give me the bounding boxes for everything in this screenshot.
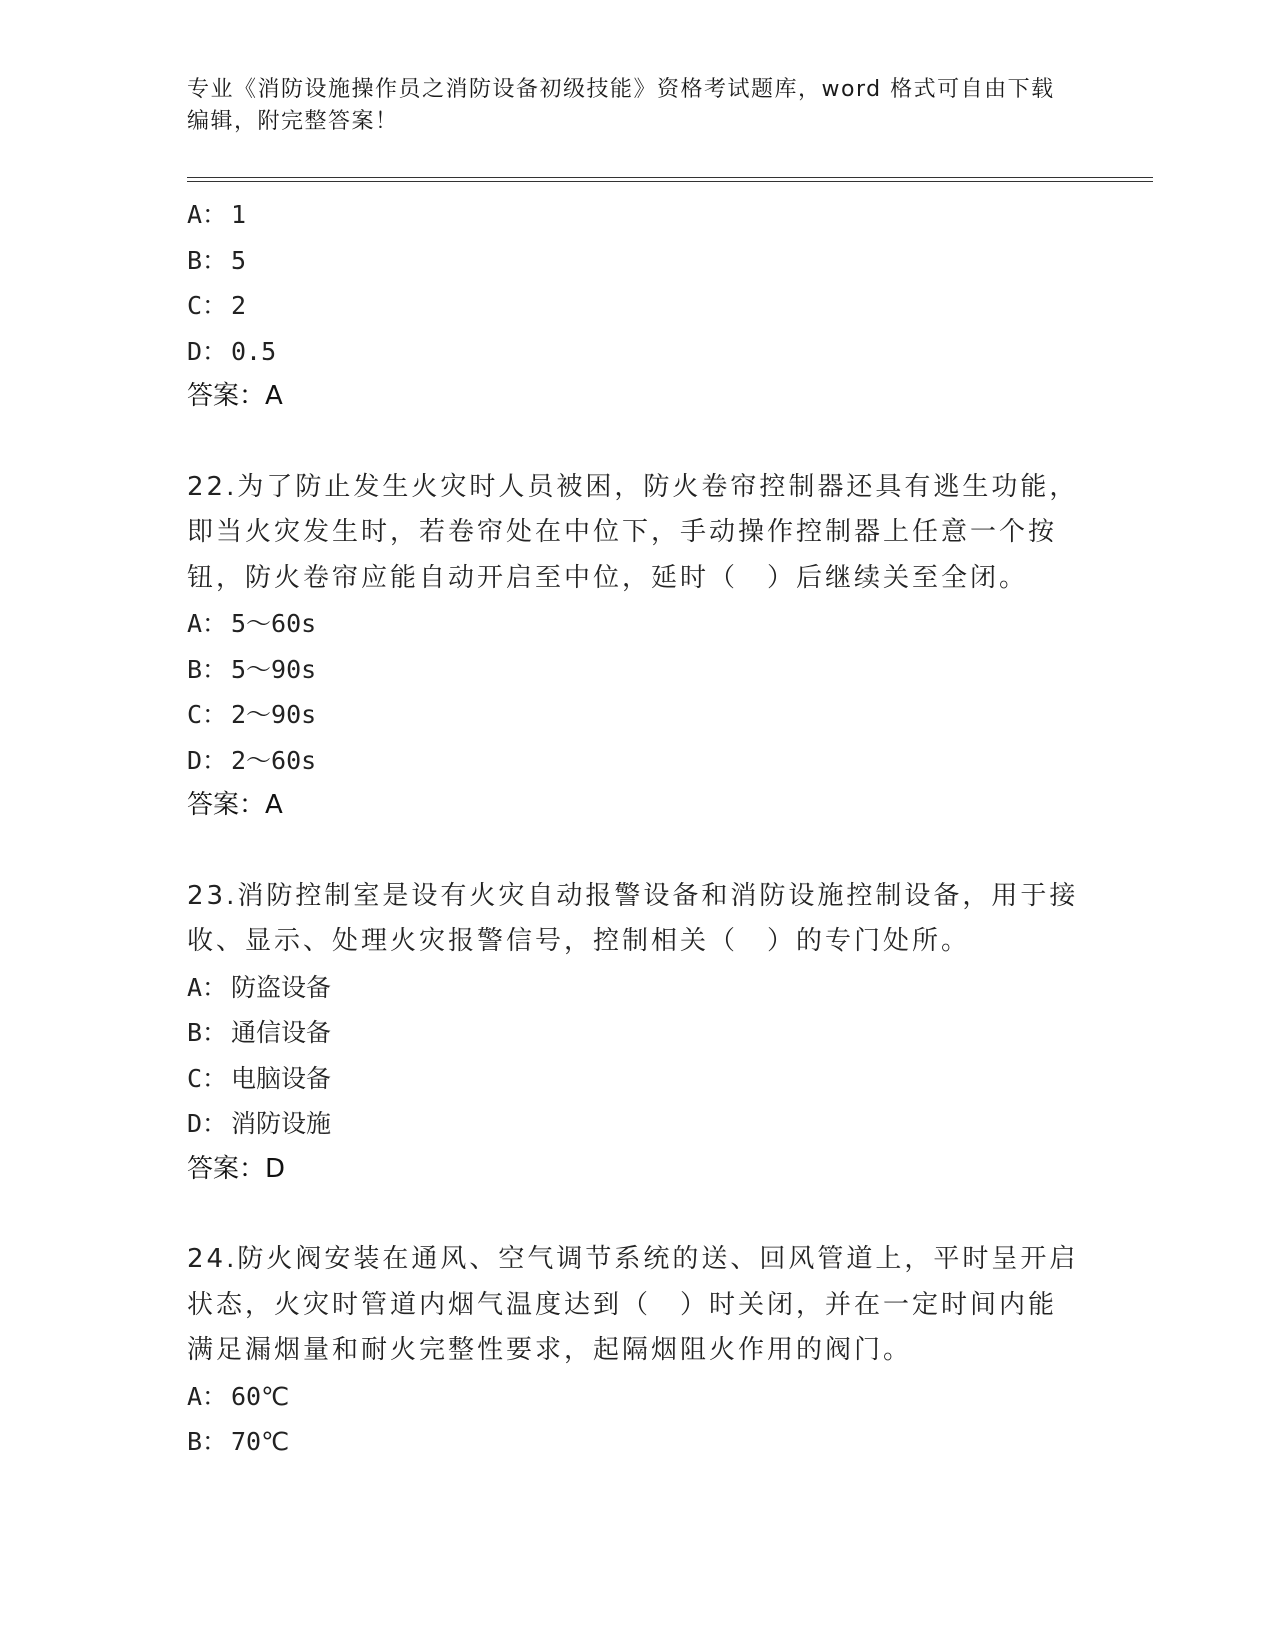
question-21 <box>187 192 1087 420</box>
option-a: A： 60℃ <box>187 1381 290 1411</box>
spacer <box>187 1192 1087 1237</box>
question-content <box>187 192 1087 1465</box>
option-a: A： 1 <box>187 200 247 229</box>
question-text-line: 即当火灾发生时，若卷帘处在中位下，手动操作控制器上任意一个按 <box>187 517 1058 547</box>
option-d: D： 消防设施 <box>187 1109 332 1138</box>
option-c: C： 2 <box>187 291 247 320</box>
question-text-line: 24.防火阀安装在通风、空气调节系统的送、回风管道上，平时呈开启 <box>187 1244 1079 1274</box>
spacer <box>187 829 1087 874</box>
answer: 答案：D <box>187 1153 286 1184</box>
question-text-line: 23.消防控制室是设有火灾自动报警设备和消防设施控制设备，用于接 <box>187 880 1079 911</box>
page-header: 专业《消防设施操作员之消防设备初级技能》资格考试题库，word 格式可自由下载编辑，附完整答案！ <box>187 77 1055 134</box>
question-24 <box>187 1237 1087 1465</box>
option-b: B： 5～90s <box>187 654 317 684</box>
header-divider <box>187 177 1153 182</box>
option-b: B： 通信设备 <box>187 1018 332 1047</box>
question-text-line: 状态，火灾时管道内烟气温度达到（ ）时关闭，并在一定时间内能 <box>187 1289 1058 1320</box>
question-text-line: 钮，防火卷帘应能自动开启至中位，延时（ ）后继续关至全闭。 <box>187 562 1029 593</box>
spacer <box>187 420 1087 465</box>
option-d: D： 2～60s <box>187 745 317 775</box>
option-c: C： 电脑设备 <box>187 1063 332 1093</box>
option-b: B： 70℃ <box>187 1427 290 1456</box>
option-a: A： 防盗设备 <box>187 972 332 1002</box>
answer: 答案：A <box>187 790 283 820</box>
question-text-line: 收、显示、处理火灾报警信号，控制相关（ ）的专门处所。 <box>187 926 971 956</box>
question-text-line: 满足漏烟量和耐火完整性要求，起隔烟阻火作用的阀门。 <box>187 1335 913 1365</box>
option-d: D： 0.5 <box>187 336 277 366</box>
option-b: B： 5 <box>187 245 247 275</box>
question-22 <box>187 465 1087 829</box>
option-c: C： 2～90s <box>187 700 317 729</box>
question-23 <box>187 874 1087 1193</box>
question-text-line: 22.为了防止发生火灾时人员被困，防火卷帘控制器还具有逃生功能， <box>187 471 1079 502</box>
option-a: A： 5～60s <box>187 609 317 638</box>
answer: 答案：A <box>187 381 283 411</box>
